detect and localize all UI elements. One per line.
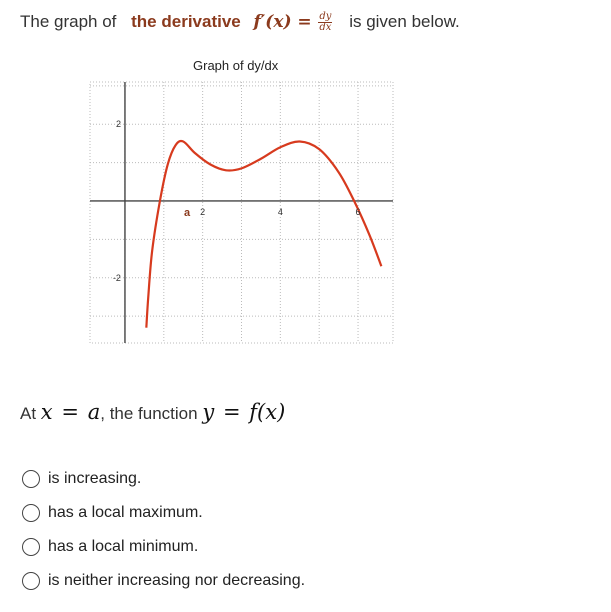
option-label: is neither increasing nor decreasing. <box>48 572 306 589</box>
option-label: is increasing. <box>48 470 142 487</box>
x-tick-label: 4 <box>277 206 283 217</box>
frac-denominator: dx <box>319 22 332 34</box>
prompt-derivative-label: the derivative <box>131 12 241 31</box>
radio-button[interactable] <box>22 538 40 556</box>
question-equals-2: = <box>222 400 241 424</box>
question-a: a <box>87 400 101 424</box>
question-text <box>20 400 285 424</box>
question-at: At <box>20 404 37 423</box>
graph-title: Graph of dy/dx <box>193 58 279 73</box>
question-x: x <box>40 400 53 424</box>
question-equals: = <box>61 400 79 424</box>
prompt-fprime: f′(x) = <box>253 12 312 32</box>
radio-button[interactable] <box>22 504 40 522</box>
option-increasing[interactable] <box>22 462 305 496</box>
derivative-curve <box>146 141 381 328</box>
option-label: has a local maximum. <box>48 504 203 521</box>
option-local-minimum[interactable] <box>22 530 305 564</box>
option-neither[interactable] <box>22 564 305 598</box>
point-a-label: a <box>184 206 191 219</box>
radio-button[interactable] <box>22 470 40 488</box>
y-tick-label: -2 <box>112 272 121 283</box>
x-tick-label: 6 <box>355 206 361 217</box>
prompt-prefix: The graph of <box>20 12 117 31</box>
graph-curve <box>146 141 381 328</box>
option-label: has a local minimum. <box>48 538 199 555</box>
y-tick-label: 2 <box>115 119 121 130</box>
question-fx: f(x) <box>249 400 286 424</box>
x-tick-label: 2 <box>200 206 206 217</box>
graph-grid <box>90 82 393 343</box>
frac-numerator: dy <box>319 11 332 23</box>
question-middle: , the function <box>100 404 198 423</box>
radio-button[interactable] <box>22 572 40 590</box>
prompt-suffix: is given below. <box>349 12 460 31</box>
question-y: y <box>202 400 215 424</box>
answer-options <box>22 462 305 598</box>
option-local-maximum[interactable] <box>22 496 305 530</box>
